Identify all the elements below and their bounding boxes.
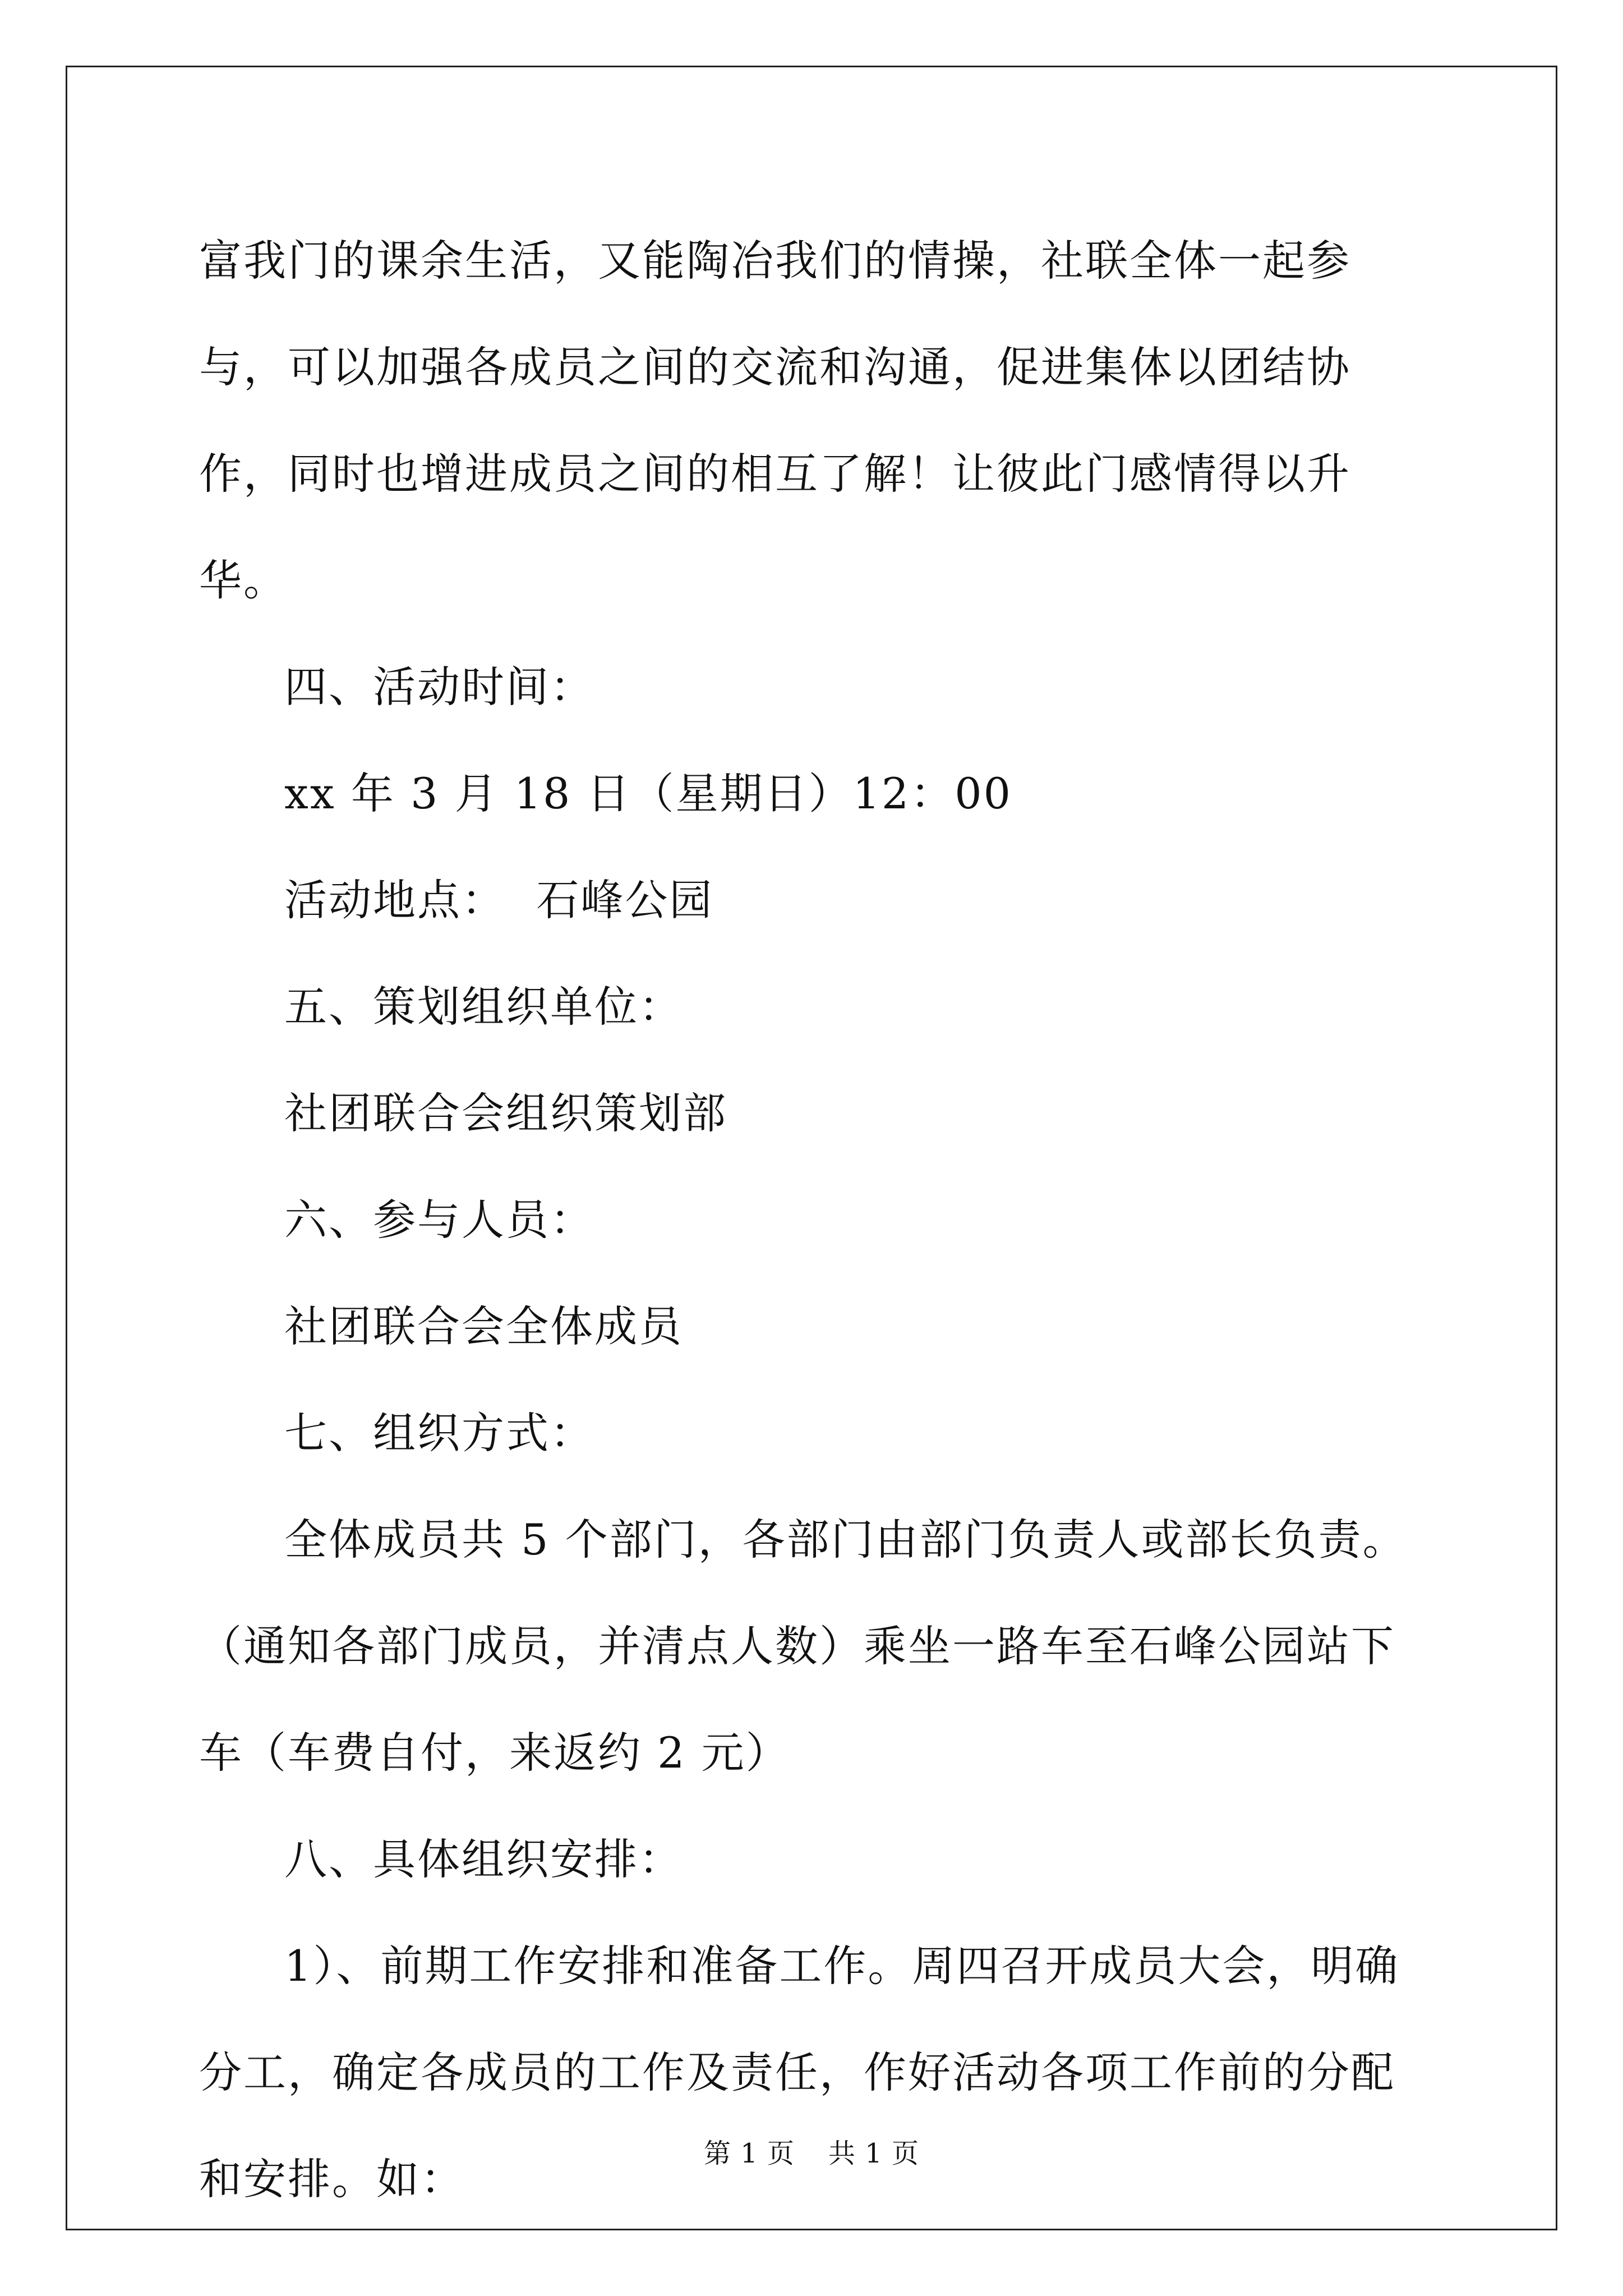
organization-method-details: 全体成员共 5 个部门，各部门由部门负责人或部长负责。（通知各部门成员，并清点人数）乘坐一路车至石峰公园站下车（车费自付，来返约 2 元）	[199, 1515, 1407, 1778]
heading-organization-method: 七、组织方式：	[284, 1408, 594, 1458]
arrangement-item-1: 1）、前期工作安排和准备工作。周四召开成员大会，明确分工，确定各成员的工作及责任，作好活动各项工作前的分配和安排。如：	[199, 1941, 1400, 2204]
page-footer	[0, 2132, 1623, 2170]
heading-activity-time: 四、活动时间：	[284, 662, 594, 712]
page-number: 第 1 页	[703, 2138, 795, 2169]
activity-datetime: xx 年 3 月 18 日（星期日）12：00	[284, 769, 1012, 818]
organizer-name: 社团联合会组织策划部	[284, 1088, 727, 1138]
paragraph-intro-continuation: 富我门的课余生活，又能陶冶我们的情操，社联全体一起参与，可以加强各成员之间的交流和沟通，促进集体以团结协作，同时也增进成员之间的相互了解！让彼此门感情得以升华。	[199, 236, 1351, 605]
document-body	[199, 208, 1438, 2233]
heading-participants: 六、参与人员：	[284, 1195, 594, 1245]
heading-arrangements: 八、具体组织安排：	[284, 1834, 683, 1884]
participants: 社团联合会全体成员	[284, 1301, 683, 1351]
activity-location: 活动地点： 石峰公园	[284, 875, 714, 925]
page-total: 共 1 页	[828, 2138, 920, 2169]
heading-organizer: 五、策划组织单位：	[284, 982, 683, 1032]
